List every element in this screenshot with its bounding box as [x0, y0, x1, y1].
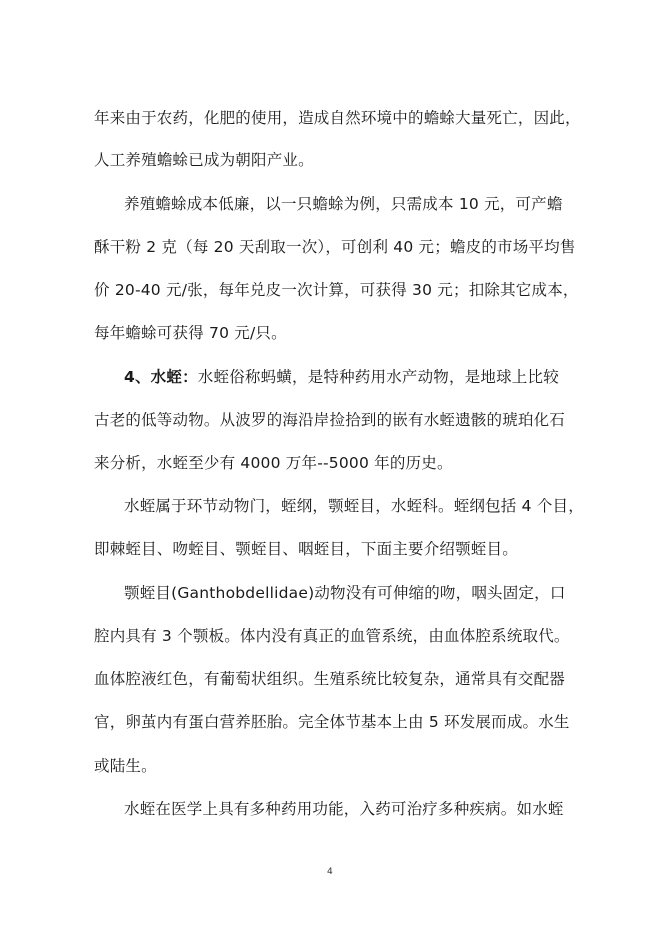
section-heading: 4、水蛭： [124, 368, 198, 386]
paragraph-line: 水蛭属于环节动物门，蛭纲，颚蛭目，水蛭科。蛭纲包括 4 个目， [124, 497, 584, 515]
paragraph-line: 血体腔液红色，有葡萄状组织。生殖系统比较复杂，通常具有交配器 [94, 670, 566, 688]
paragraph-line: 来分析，水蛭至少有 4000 万年--5000 年的历史。 [94, 454, 453, 472]
paragraph-line: 或陆生。 [94, 757, 157, 775]
paragraph-line: 人工养殖蟾蜍已成为朝阳产业。 [94, 151, 314, 169]
paragraph-line: 酥干粉 2 克（每 20 天刮取一次），可创利 40 元；蟾皮的市场平均售 [94, 238, 576, 256]
paragraph-line: 古老的低等动物。从波罗的海沿岸捡拾到的嵌有水蛭遗骸的琥珀化石 [94, 411, 566, 429]
paragraph-line: 即棘蛭目、吻蛭目、颚蛭目、咽蛭目，下面主要介绍颚蛭目。 [94, 540, 518, 558]
paragraph-text: 水蛭俗称蚂蟥，是特种药用水产动物，是地球上比较 [197, 368, 559, 386]
page-number: 4 [327, 867, 333, 877]
section-heading-line [124, 367, 559, 387]
paragraph-line: 每年蟾蜍可获得 70 元/只。 [94, 324, 287, 342]
paragraph-line: 价 20-40 元/张，每年兑皮一次计算，可获得 30 元；扣除其它成本， [94, 281, 579, 299]
paragraph-line: 官，卵茧内有蛋白营养胚胎。完全体节基本上由 5 环发展而成。水生 [94, 713, 570, 731]
paragraph-line: 颚蛭目(Ganthobdellidae)动物没有可伸缩的吻，咽头固定，口 [124, 584, 566, 602]
paragraph-line: 年来由于农药，化肥的使用，造成自然环境中的蟾蜍大量死亡，因此， [94, 109, 581, 127]
paragraph-line: 腔内具有 3 个颚板。体内没有真正的血管系统，由血体腔系统取代。 [94, 627, 570, 645]
paragraph-line: 水蛭在医学上具有多种药用功能，入药可治疗多种疾病。如水蛭 [124, 800, 564, 818]
paragraph-line: 养殖蟾蜍成本低廉，以一只蟾蜍为例，只需成本 10 元，可产蟾 [124, 195, 563, 213]
